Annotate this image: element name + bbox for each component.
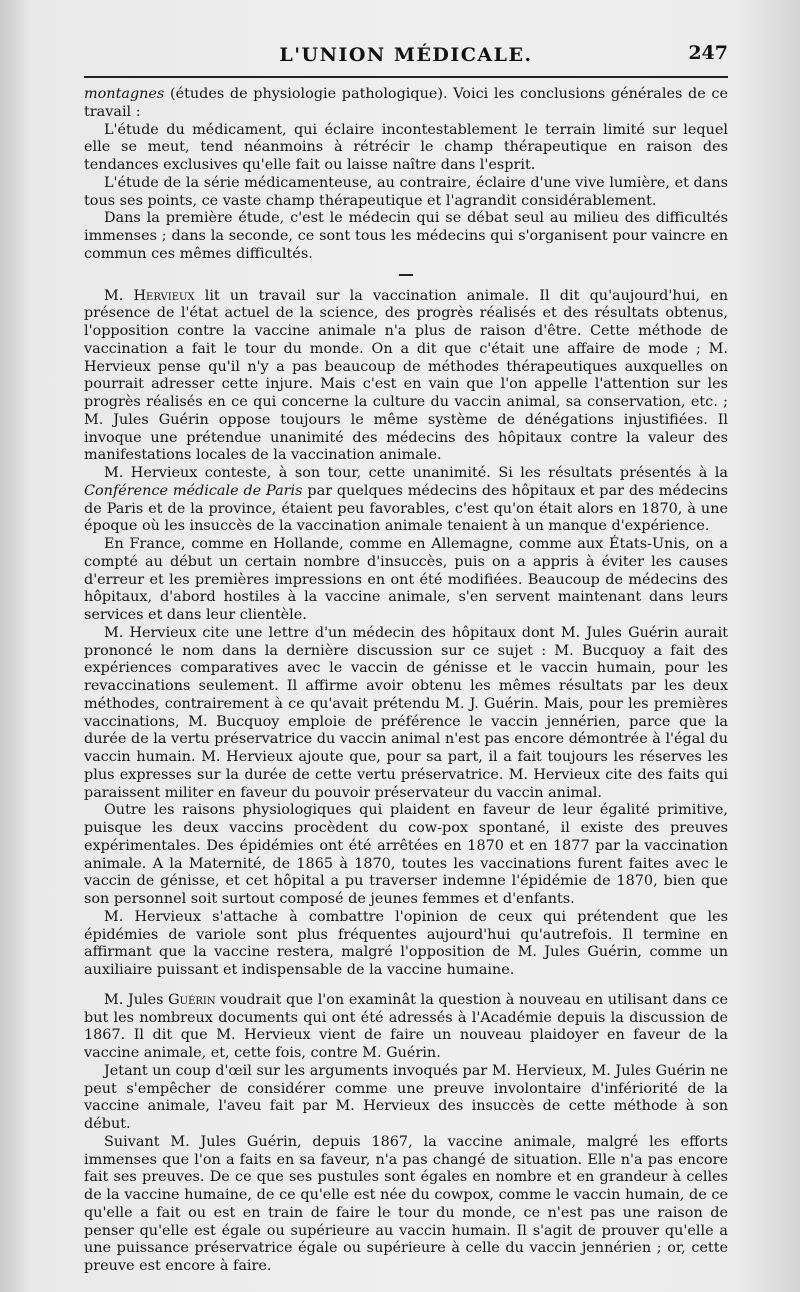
italic-word: montagnes bbox=[84, 86, 165, 102]
paragraph-5-text: lit un travail sur la vaccination animale. Il dit qu'aujourd'hui, en présence de l'état actuel de la science, des progrès réalisés et des résultats obtenus, l'opposition contre la vaccine animale n'a plus de raison d'être. Cette méthode de vaccination a fait le tour du monde. On a dit que c'était une affaire de mode ; M. Hervieux pense qu'il n'y a pas beaucoup de méthodes thérapeutiques auxquelles on pourrait adresser cette injure. Mais c'est en vain que l'on appelle l'attention sur les progrès réalisés en ce qui concerne la culture du vaccin animal, sa conservation, etc. ; M. Jules Guérin oppose toujours le même système de dénégations injustifiées. Il invoque une prétendue unanimité des médecins des hôpitaux contre la valeur des manifestations locales de la vaccination animale. bbox=[84, 287, 728, 464]
paragraph-13: Suivant M. Jules Guérin, depuis 1867, la vaccine animale, malgré les efforts immenses que l'on a faits en sa faveur, n'a pas changé de situation. Elle n'a pas encore fait ses preuves. De ce que ses pustules sont égales en nombre et en grandeur à celles de la vaccine humaine, de ce qu'elle est née du cowpox, comme le vaccin humain, de ce qu'elle a fait ou est en train de faire le tour du monde, ce n'est pas une raison de penser qu'elle est égale ou supérieure au vaccin humain. Il s'agit de prouver qu'elle a une puissance préservatrice égale ou supérieure à celle du vaccin jennérien ; or, cette preuve est encore à faire. bbox=[84, 1133, 728, 1274]
paragraph-12: Jetant un coup d'œil sur les arguments invoqués par M. Hervieux, M. Jules Guérin ne peut s'empêcher de considérer comme une preuve involontaire d'infériorité de la vaccine animale, l'aveu fait par M. Hervieux des insuccès de cette méthode à son début. bbox=[84, 1062, 728, 1132]
paragraph-1 bbox=[84, 86, 728, 122]
paragraph-3: L'étude de la série médicamenteuse, au contraire, éclaire d'une vive lumière, et dans tous ses points, ce vaste champ thérapeutique et l'agrandit considérablement. bbox=[84, 174, 728, 209]
paragraph-7: En France, comme en Hollande, comme en Allemagne, comme aux États-Unis, on a compté au début un certain nombre d'insuccès, puis on a appris à éviter les causes d'erreur et les premières impressions en ont été modifiées. Beaucoup de médecins des hôpitaux, d'abord hostiles à la vaccine animale, s'en servent maintenant dans leurs services et dans leur clientèle. bbox=[84, 536, 728, 623]
page-header bbox=[84, 36, 728, 78]
paragraph-1-text: (études de physiologie pathologique). Voici les conclusions générales de ce travail : bbox=[84, 86, 728, 120]
paragraph-10: M. Hervieux s'attache à combattre l'opinion de ceux qui prétendent que les épidémies de variole sont plus fréquentes aujourd'hui qu'autrefois. Il termine en affirmant que la vaccine restera, malgré l'opposition de M. Jules Guérin, comme un auxiliaire puissant et indispensable de la vaccine humaine. bbox=[84, 908, 728, 978]
paragraph-6-before: M. Hervieux conteste, à son tour, cette unanimité. Si les résultats présentés à la bbox=[104, 465, 728, 481]
paragraph-4: Dans la première étude, c'est le médecin qui se débat seul au milieu des difficultés immenses ; dans la seconde, ce sont tous les médecins qui s'organisent pour vaincre en commun ces mêmes difficultés. bbox=[84, 210, 728, 262]
article-body bbox=[84, 86, 728, 1276]
italic-conference: Conférence médicale de Paris bbox=[84, 482, 303, 499]
paragraph-11-lead: M. Jules bbox=[104, 991, 169, 1008]
paragraph-6 bbox=[84, 465, 728, 536]
paragraph-5-lead: M. bbox=[104, 287, 134, 304]
speaker-name-hervieux: Hervieux bbox=[133, 287, 195, 304]
paragraph-2: L'étude du médicament, qui éclaire incontestablement le terrain limité sur lequel elle se meut, tend néanmoins à rétrécir le champ thérapeutique en raison des tendances exclusives qu'elle fait ou laisse naître dans l'esprit. bbox=[84, 121, 728, 173]
running-head: L'UNION MÉDICALE. bbox=[279, 44, 533, 66]
paragraph-9: Outre les raisons physiologiques qui plaident en faveur de leur égalité primitive, puisque les deux vaccins procèdent du cow-pox spontané, il existe des preuves expérimentales. Des épidémies ont été arrêtées en 1870 et en 1877 par la vaccination animale. A la Maternité, de 1865 à 1870, toutes les vaccinations furent faites avec le vaccin de génisse, et cet hôpital a pu traverser indemne l'épidémie de 1870, bien que son personnel soit surtout composé de jeunes femmes et d'enfants. bbox=[84, 802, 728, 907]
section-separator bbox=[399, 274, 413, 276]
paragraph-5 bbox=[84, 288, 728, 466]
speaker-name-guerin: Guérin bbox=[168, 991, 216, 1008]
paragraph-11-text: voudrait que l'on examinât la question à nouveau en utilisant dans ce but les nombreux documents qui ont été adressés à l'Académie depuis la discussion de 1867. Il dit que M. Hervieux vient de faire un nouveau plaidoyer en faveur de la vaccine animale, et, cette fois, contre M. Guérin. bbox=[84, 991, 728, 1061]
paragraph-6-after: par quelques médecins des hôpitaux et par des médecins de Paris et de la province, étaient peu favorables, c'est qu'on était alors en 1870, à une époque où les insuccès de la vaccination animale tenaient à un manque d'expérience. bbox=[84, 482, 728, 535]
paragraph-8: M. Hervieux cite une lettre d'un médecin des hôpitaux dont M. Jules Guérin aurait prononcé le nom dans la dernière discussion sur ce sujet : M. Bucquoy a fait des expériences comparatives avec le vaccin de génisse et le vaccin humain, pour les revaccinations seulement. Il affirme avoir obtenu les mêmes résultats par les deux méthodes, contrairement à ce qu'avait prétendu M. J. Guérin. Mais, pour les premières vaccinations, M. Bucquoy emploie de préférence le vaccin jennérien, parce que la durée de la vertu préservatrice du vaccin animal n'est pas encore démontrée à l'égal du vaccin humain. M. Hervieux ajoute que, pour sa part, il a fait toujours les réserves les plus expresses sur la durée de cette vertu préservatrice. M. Hervieux cite des faits qui paraissent militer en faveur du pouvoir préservateur du vaccin animal. bbox=[84, 624, 728, 801]
page-number: 247 bbox=[688, 42, 728, 64]
paragraph-11 bbox=[84, 992, 728, 1063]
